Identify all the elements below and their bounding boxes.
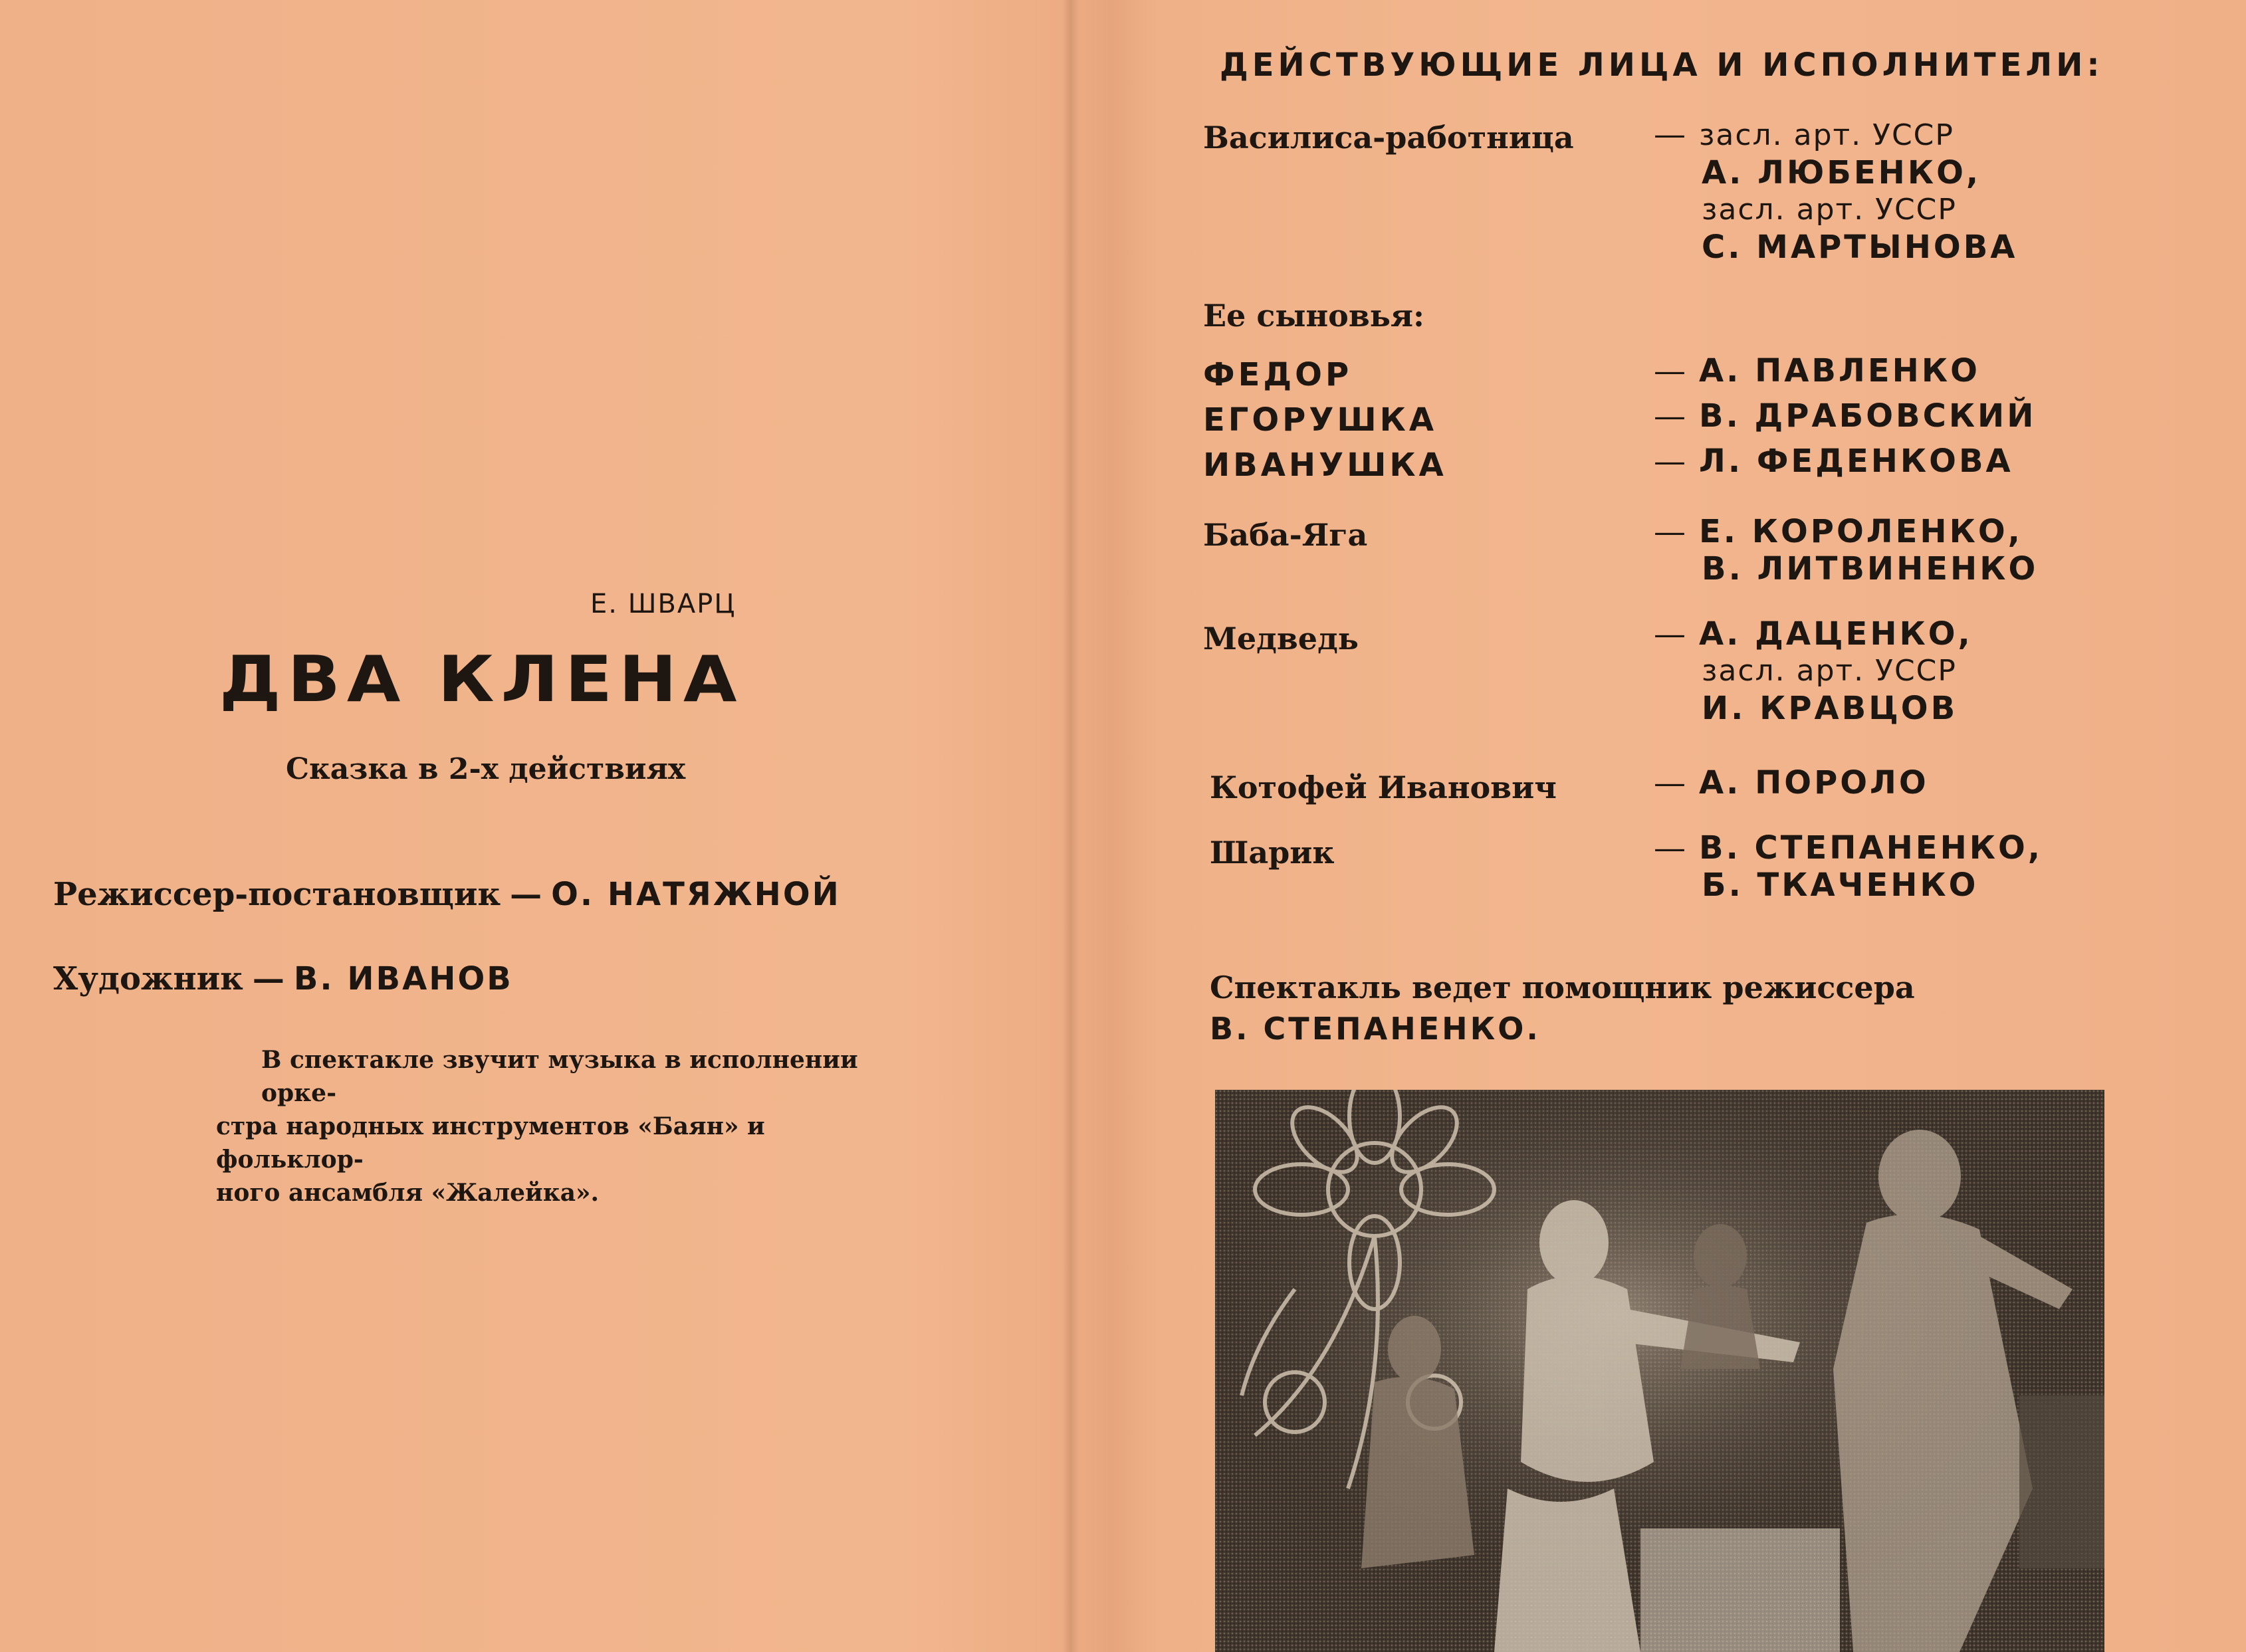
music-note-line: В спектакле звучит музыка в исполнении орке- — [261, 1046, 858, 1107]
performer-name: Е. КОРОЛЕНКО, — [1699, 513, 2023, 550]
cast-dash: — — [1654, 397, 1686, 435]
right-page — [1070, 0, 2246, 1652]
character-name: Шарик — [1210, 835, 1335, 871]
performer-name: В. ДРАБОВСКИЙ — [1699, 397, 2037, 435]
play-title: ДВА КЛЕНА — [219, 642, 744, 717]
cast-dash: — — [1654, 829, 1686, 867]
cast-dash: — — [1654, 764, 1686, 801]
performer-name: А. ПАВЛЕНКО — [1699, 352, 1980, 389]
artist-name: В. ИВАНОВ — [293, 960, 513, 997]
section-label: Ее сыновья: — [1203, 298, 1424, 334]
performer-name: А. ПОРОЛО — [1699, 764, 1929, 801]
performer-block — [1654, 764, 1929, 801]
character-name: Баба-Яга — [1203, 517, 1368, 553]
performer-name: Б. ТКАЧЕНКО — [1702, 867, 1979, 904]
cast-dash: — — [1654, 352, 1686, 389]
director-role: Режиссер-постановщик — [53, 876, 501, 913]
performer-name: С. МАРТЫНОВА — [1702, 229, 2018, 266]
performer-block — [1654, 397, 2036, 435]
cast-header: ДЕЙСТВУЮЩИЕ ЛИЦА И ИСПОЛНИТЕЛИ: — [1220, 47, 2104, 84]
performer-block — [1654, 829, 2043, 904]
honorary-title: засл. арт. УССР — [1699, 118, 1954, 152]
cast-dash: — — [1654, 443, 1686, 480]
performer-block — [1654, 513, 2038, 587]
author: Е. ШВАРЦ — [590, 589, 736, 619]
honorary-title: засл. арт. УССР — [1702, 654, 1957, 688]
character-name: ФЕДОР — [1203, 356, 1353, 393]
cast-dash: — — [1654, 615, 1686, 653]
performer-name: И. КРАВЦОВ — [1702, 690, 1958, 727]
performer-name: Л. ФЕДЕНКОВА — [1699, 443, 2013, 480]
performer-block — [1654, 116, 2017, 266]
director-dash: — — [510, 876, 542, 913]
assistant-name: В. СТЕПАНЕНКО. — [1210, 1011, 1541, 1047]
character-name: ЕГОРУШКА — [1203, 401, 1438, 439]
performer-block — [1654, 352, 1980, 389]
performer-name: А. ЛЮБЕНКО, — [1702, 154, 1981, 191]
honorary-title: засл. арт. УССР — [1702, 193, 1957, 227]
character-name: Котофей Иванович — [1210, 770, 1557, 805]
performer-block — [1654, 615, 1973, 727]
performer-block — [1654, 443, 2013, 480]
performer-name: В. ЛИТВИНЕНКО — [1702, 550, 2039, 587]
artist-role: Художник — [53, 960, 243, 997]
director-credit — [53, 876, 841, 913]
performer-name: А. ДАЦЕНКО, — [1699, 615, 1973, 653]
performer-name: В. СТЕПАНЕНКО, — [1699, 829, 2043, 867]
character-name: Медведь — [1203, 621, 1359, 657]
stage-photo — [1215, 1090, 2104, 1652]
assistant-director-note — [1210, 967, 1915, 1049]
artist-credit — [53, 960, 513, 997]
music-note-line: ного ансамбля «Жалейка». — [216, 1179, 600, 1207]
music-note — [216, 1043, 921, 1209]
character-name: ИВАНУШКА — [1203, 447, 1447, 484]
cast-dash: — — [1654, 513, 1686, 550]
left-page — [0, 0, 1070, 1652]
artist-dash: — — [252, 960, 284, 997]
character-name: Василиса-работница — [1203, 120, 1574, 155]
music-note-line: стра народных инструментов «Баян» и фольклор- — [216, 1112, 765, 1174]
director-name: О. НАТЯЖНОЙ — [551, 876, 841, 913]
cast-dash: — — [1654, 116, 1686, 153]
assistant-line: Спектакль ведет помощник режиссера — [1210, 970, 1915, 1005]
play-subtitle: Сказка в 2-х действиях — [286, 752, 686, 786]
